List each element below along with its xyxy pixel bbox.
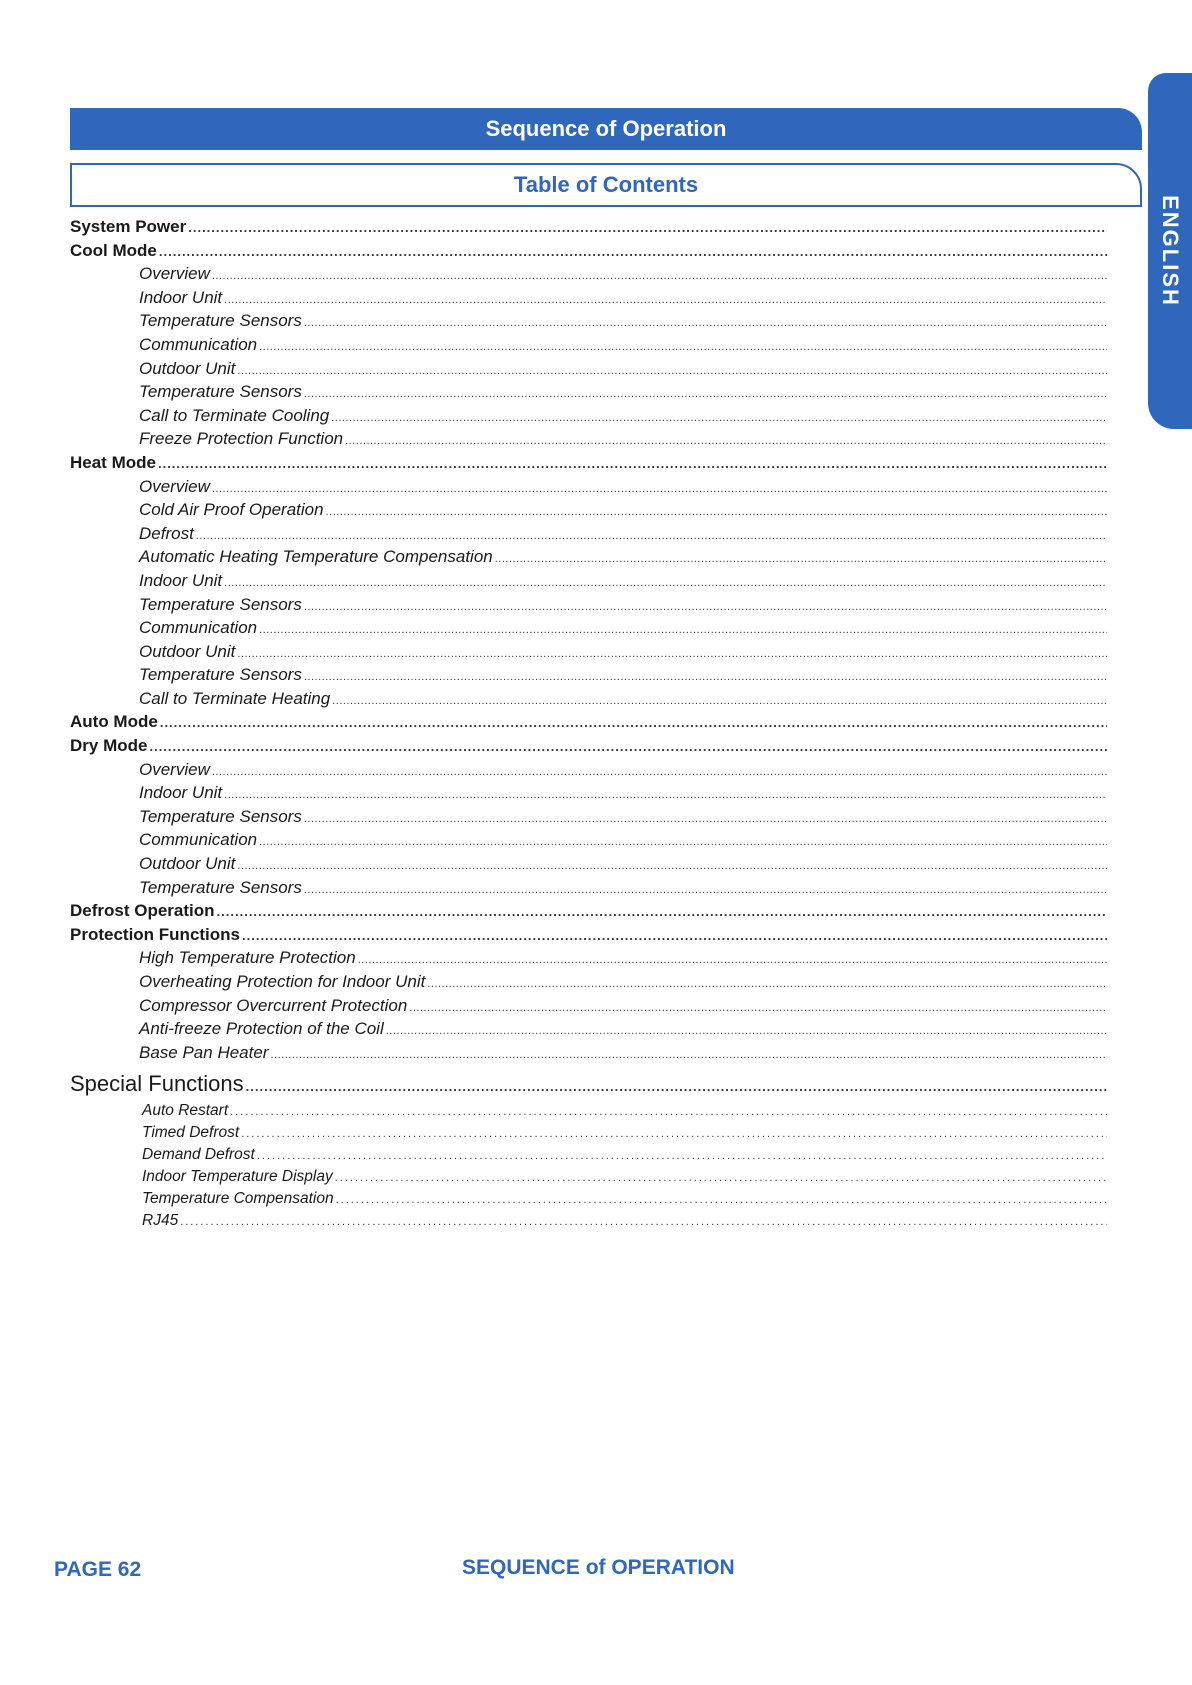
toc-entry[interactable] xyxy=(70,215,1107,239)
dot-leader xyxy=(495,548,1107,572)
toc-entry-label: System Power xyxy=(70,217,187,236)
toc-entry[interactable] xyxy=(70,923,1107,947)
dot-leader xyxy=(386,1020,1107,1044)
dot-leader xyxy=(149,735,1107,759)
page-title-bar xyxy=(70,108,1142,150)
toc-entry-label: Temperature Sensors xyxy=(139,594,302,614)
toc-entry[interactable] xyxy=(70,380,1107,404)
dot-leader xyxy=(212,478,1107,502)
toc-entry[interactable] xyxy=(70,1166,1107,1188)
dot-leader xyxy=(304,879,1107,903)
toc-entry-label: Auto Restart xyxy=(142,1102,229,1120)
toc-entry-label: Demand Defrost xyxy=(142,1146,255,1164)
toc-entry[interactable] xyxy=(70,1188,1107,1210)
toc-entry-label: Overview xyxy=(139,264,210,284)
toc-entry-label: Heat Mode xyxy=(70,452,156,472)
toc-entry-label: Outdoor Unit xyxy=(139,854,236,874)
toc-entry[interactable] xyxy=(70,710,1107,734)
dot-leader xyxy=(259,831,1107,855)
dot-leader xyxy=(224,289,1107,313)
toc-entry-label: Indoor Unit xyxy=(139,570,223,590)
dot-leader xyxy=(242,924,1107,948)
dot-leader xyxy=(160,711,1107,735)
toc-entry[interactable] xyxy=(70,899,1107,923)
dot-leader xyxy=(409,997,1107,1021)
toc-entry[interactable] xyxy=(70,970,1107,994)
toc-entry[interactable] xyxy=(70,805,1107,829)
toc-entry[interactable] xyxy=(70,640,1107,664)
toc-entry-label: Outdoor Unit xyxy=(139,358,236,378)
dot-leader xyxy=(158,452,1107,476)
toc-entry-label: Overview xyxy=(139,759,210,779)
toc-entry-label: Overview xyxy=(139,476,210,496)
dot-leader xyxy=(335,1167,1107,1189)
toc-entry-label: Temperature Sensors xyxy=(139,665,302,685)
language-tab-label: ENGLISH xyxy=(1158,195,1183,307)
dot-leader xyxy=(304,596,1107,620)
dot-leader xyxy=(224,784,1107,808)
dot-leader xyxy=(304,808,1107,832)
footer-title: SEQUENCE of OPERATION xyxy=(462,1556,735,1579)
toc-entry-label: Communication xyxy=(139,830,258,850)
toc-entry[interactable] xyxy=(70,498,1107,522)
dot-leader xyxy=(259,619,1107,643)
toc-entry[interactable] xyxy=(70,427,1107,451)
toc-entry-label: Anti-freeze Protection of the Coil xyxy=(139,1019,384,1039)
toc-entry[interactable] xyxy=(70,663,1107,687)
toc-entry[interactable] xyxy=(70,357,1107,381)
dot-leader xyxy=(241,1123,1107,1145)
toc-entry-label: Defrost Operation xyxy=(70,901,215,921)
toc-entry-label: Indoor Temperature Display xyxy=(142,1168,333,1186)
toc-entry-label: Protection Functions xyxy=(70,924,240,944)
toc-entry-label: Temperature Sensors xyxy=(139,877,302,897)
dot-leader xyxy=(180,1211,1107,1233)
dot-leader xyxy=(188,216,1107,240)
toc-entry-label: Timed Defrost xyxy=(142,1124,240,1142)
dot-leader xyxy=(230,1101,1107,1123)
dot-leader xyxy=(217,900,1107,924)
toc-entry[interactable] xyxy=(70,286,1107,310)
toc-entry[interactable] xyxy=(70,946,1107,970)
toc-entry[interactable] xyxy=(70,1144,1107,1166)
toc-title-bar xyxy=(70,163,1142,207)
toc-entry[interactable] xyxy=(70,1041,1107,1065)
dot-leader xyxy=(326,501,1107,525)
toc-entry[interactable] xyxy=(70,522,1107,546)
toc-entry[interactable] xyxy=(70,1068,1107,1100)
toc-entry-label: Compressor Overcurrent Protection xyxy=(139,995,408,1015)
dot-leader xyxy=(358,949,1107,973)
dot-leader xyxy=(257,1145,1107,1167)
toc-entry[interactable] xyxy=(70,994,1107,1018)
toc-entry-label: Call to Terminate Heating xyxy=(139,688,331,708)
dot-leader xyxy=(237,643,1107,667)
toc-entry-label: Cool Mode xyxy=(70,240,157,260)
toc-entry[interactable] xyxy=(70,852,1107,876)
toc-entry-label: Special Functions xyxy=(70,1071,244,1097)
toc-entry[interactable] xyxy=(70,734,1107,758)
table-of-contents xyxy=(70,215,1107,1232)
toc-entry-label: Auto Mode xyxy=(70,712,158,732)
toc-entry-label: RJ45 xyxy=(142,1212,179,1230)
dot-leader xyxy=(159,240,1107,264)
toc-entry-label: Automatic Heating Temperature Compensation xyxy=(139,547,493,567)
toc-entry[interactable] xyxy=(70,239,1107,263)
toc-entry-label: Communication xyxy=(139,618,258,638)
toc-entry[interactable] xyxy=(70,569,1107,593)
toc-entry-label: Cold Air Proof Operation xyxy=(139,500,324,520)
dot-leader xyxy=(427,973,1107,997)
toc-entry-label: Overheating Protection for Indoor Unit xyxy=(139,972,426,991)
dot-leader xyxy=(246,1071,1107,1103)
toc-entry[interactable] xyxy=(70,1017,1107,1041)
toc-entry-label: Indoor Unit xyxy=(139,287,223,307)
dot-leader xyxy=(304,383,1107,407)
toc-entry[interactable] xyxy=(70,1100,1107,1122)
toc-entry[interactable] xyxy=(70,781,1107,805)
dot-leader xyxy=(304,666,1107,690)
toc-entry[interactable] xyxy=(70,758,1107,782)
toc-entry[interactable] xyxy=(70,404,1107,428)
toc-entry[interactable] xyxy=(70,451,1107,475)
toc-entry-label: Outdoor Unit xyxy=(139,641,236,661)
page-number: PAGE 62 xyxy=(54,1558,142,1581)
dot-leader xyxy=(212,265,1107,289)
toc-entry-label: High Temperature Protection xyxy=(139,948,356,968)
dot-leader xyxy=(336,1189,1107,1211)
toc-entry-label: Temperature Compensation xyxy=(142,1190,334,1208)
dot-leader xyxy=(345,430,1107,454)
dot-leader xyxy=(270,1044,1107,1068)
dot-leader xyxy=(237,360,1107,384)
toc-title: Table of Contents xyxy=(513,172,699,197)
toc-entry-label: Defrost xyxy=(139,523,194,543)
toc-entry[interactable] xyxy=(70,876,1107,900)
toc-entry[interactable] xyxy=(70,545,1107,569)
toc-entry[interactable] xyxy=(70,309,1107,333)
toc-entry-label: Base Pan Heater xyxy=(139,1042,269,1062)
toc-entry-label: Temperature Sensors xyxy=(139,311,302,331)
toc-entry-label: Freeze Protection Function xyxy=(139,429,344,449)
toc-entry-label: Temperature Sensors xyxy=(139,382,302,402)
dot-leader xyxy=(332,690,1107,714)
dot-leader xyxy=(331,407,1107,431)
toc-entry[interactable] xyxy=(70,828,1107,852)
toc-entry[interactable] xyxy=(70,687,1107,711)
language-tab xyxy=(1148,73,1192,429)
page-title: Sequence of Operation xyxy=(485,116,727,141)
toc-entry[interactable] xyxy=(70,1122,1107,1144)
toc-entry[interactable] xyxy=(70,475,1107,499)
toc-entry[interactable] xyxy=(70,616,1107,640)
toc-entry[interactable] xyxy=(70,1210,1107,1232)
toc-entry-label: Indoor Unit xyxy=(139,783,223,803)
toc-entry[interactable] xyxy=(70,333,1107,357)
dot-leader xyxy=(212,761,1107,785)
dot-leader xyxy=(259,336,1107,360)
toc-entry-label: Call to Terminate Cooling xyxy=(139,405,330,425)
dot-leader xyxy=(224,572,1107,596)
toc-entry-label: Dry Mode xyxy=(70,736,148,756)
toc-entry[interactable] xyxy=(70,262,1107,286)
toc-entry[interactable] xyxy=(70,593,1107,617)
toc-entry-label: Communication xyxy=(139,334,258,354)
dot-leader xyxy=(304,312,1107,336)
toc-entry-label: Temperature Sensors xyxy=(139,806,302,826)
dot-leader xyxy=(237,855,1107,879)
